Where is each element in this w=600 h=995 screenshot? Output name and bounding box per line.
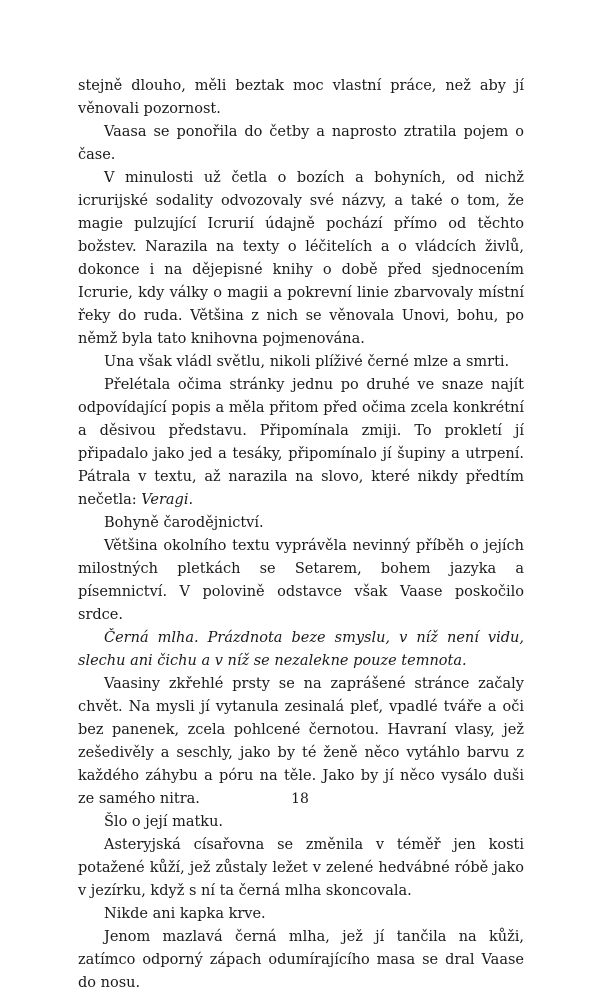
paragraph: Nikde ani kapka krve. [104, 906, 266, 922]
paragraph: stejně dlouho, měli beztak moc vlastní práce, než aby jí věnovali pozornost. [78, 78, 524, 117]
paragraph: Vaasa se ponořila do četby a naprosto ztratila pojem o čase. [78, 124, 524, 163]
paragraph-text: Přelétala očima stránky jednu po druhé ve snaze najít odpovídající popis a měla přitom před očima zcela konkrétní a děsivou představu. Připomínala zmiji. To prokletí jí připadalo jako jed a tesáky, připomínalo jí šupiny a utrpení. Pátrala v textu, až narazila na slovo, které nikdy předtím nečetla: [78, 377, 524, 508]
paragraph: V minulosti už četla o bozích a bohyních, od nichž icrurijské sodality odvozovaly své názvy, a také o tom, že magie pulzující Icrurií údajně pochází přímo od těchto božstev. Narazila na texty o léčitelích a o vládcích živlů, dokonce i na dějepisné knihy o době před sjednocením Icrurie, kdy války o magii a pokrevní linie zbarvovaly místní řeky do ruda. Většina z nich se věnovala Unovi, bohu, po němž byla tato knihovna pojmenována. [78, 170, 524, 347]
paragraph: Bohyně čarodějnictví. [104, 515, 264, 531]
paragraph-text: . [188, 492, 194, 508]
emphasized-word: Veragi [141, 492, 189, 508]
paragraph: Jenom mazlavá černá mlha, jež jí tančila na kůži, zatímco odporný zápach odumírajícího masa se dral Vaase do nosu. [78, 929, 524, 991]
paragraph: Una však vládl světlu, nikoli plíživé černé mlze a smrti. [104, 354, 510, 370]
body-text [78, 75, 524, 995]
paragraph [78, 374, 524, 512]
paragraph: Vaasiny zkřehlé prsty se na zaprášené stránce začaly chvět. Na mysli jí vytanula zesinalá pleť, vpadlé tváře a oči bez panenek, zcela pohlcené černotou. Havraní vlasy, jež zešedivěly a seschly, jako by té ženě něco vytáhlo barvu z každého záhybu a póru na těle. Jako by jí něco vysálo duši ze samého nitra. [78, 676, 524, 807]
page-number: 18 [291, 791, 309, 807]
quoted-passage: Černá mlha. Prázdnota beze smyslu, v níž není vidu, slechu ani čichu a v níž se nezalekne pouze temnota. [78, 630, 524, 669]
paragraph: Šlo o její matku. [104, 814, 224, 830]
paragraph: Asteryjská císařovna se změnila v téměř jen kosti potažené kůží, jež zůstaly ležet v zelené hedvábné róbě jako v jezírku, když s ní ta černá mlha skoncovala. [78, 837, 524, 899]
paragraph: Většina okolního textu vyprávěla nevinný příběh o jejích milostných pletkách se Setarem, bohem jazyka a písemnictví. V polovině odstavce však Vaase poskočilo srdce. [78, 538, 524, 623]
